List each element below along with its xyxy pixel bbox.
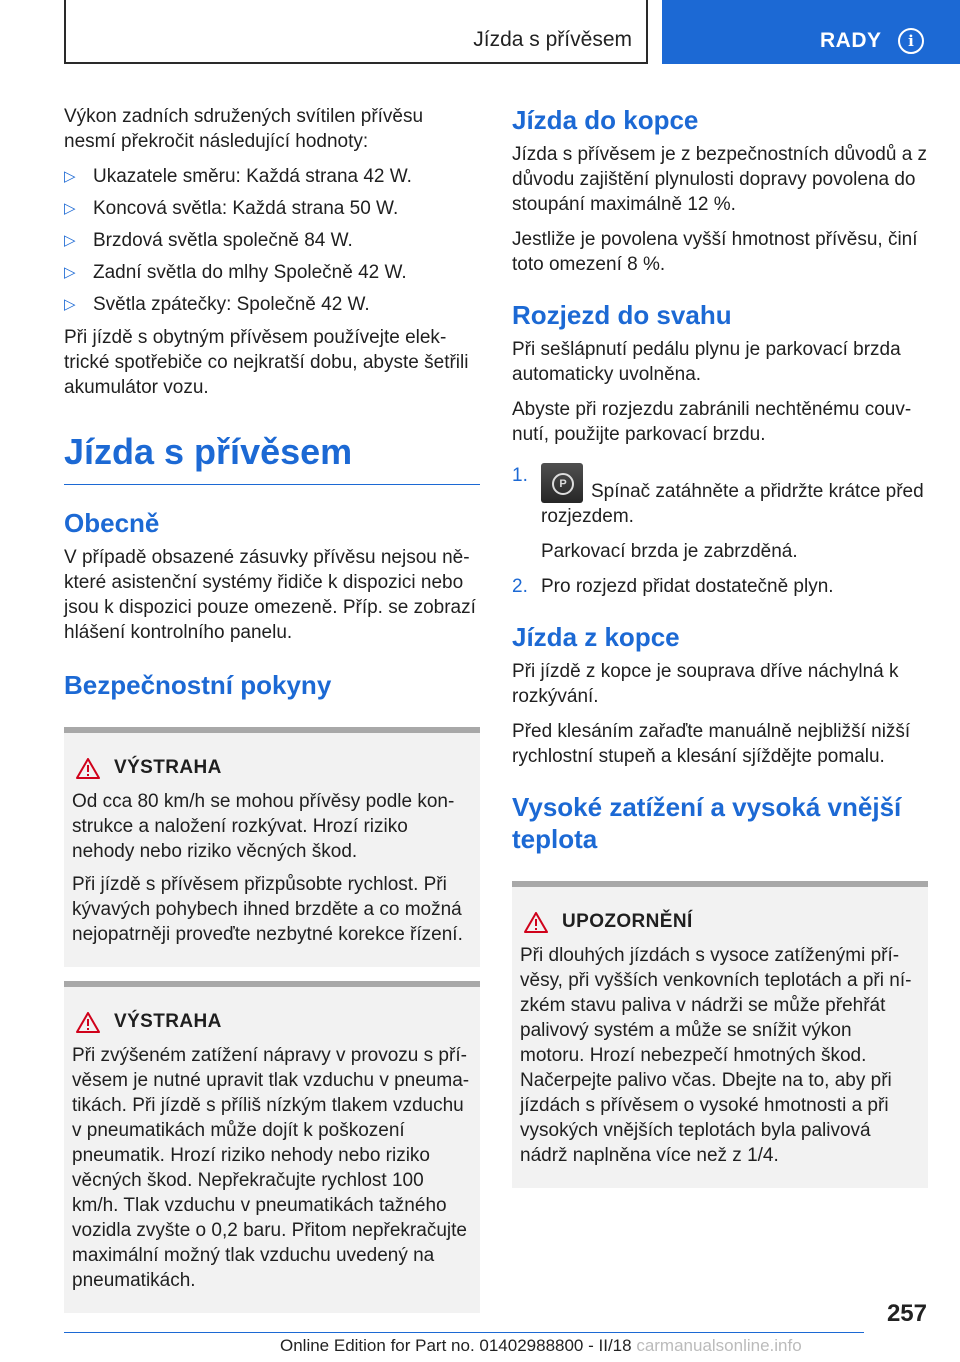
downhill-heading: Jízda z kopce — [512, 622, 680, 652]
list-item: 2. Pro rozjezd přidat dostatečně plyn. — [512, 576, 834, 597]
list-item: 1. P Spínač zatáhněte a přidržte krátce před rozjezdem. Parkovací brzda je zabrzděná. — [512, 463, 928, 564]
triangle-bullet-icon: ▷ — [64, 168, 76, 185]
list-item: ▷ Ukazatele směru: Každá strana 42 W. — [64, 166, 412, 187]
triangle-bullet-icon: ▷ — [64, 296, 76, 313]
header-title: Jízda s přívěsem — [473, 28, 632, 51]
step-subtext: Parkovací brzda je zabrzděná. — [541, 541, 798, 562]
page-number: 257 — [886, 1300, 927, 1327]
general-text: V případě obsazené zásuvky přívěsu nejsou některé asistenční systémy řidiče k dispozici nebo jsou k dispozici pouze omezeně. Příp. se zobrazí hlášení kontrolního panelu. — [64, 547, 476, 643]
slope-heading: Rozjezd do svahu — [512, 300, 732, 330]
footer-divider — [64, 1332, 864, 1333]
caution-title: UPOZORNĚNÍ — [562, 911, 693, 932]
load-heading: Vysoké zatížení a vysoká vnější teplota — [512, 792, 902, 854]
warning-text: Od cca 80 km/h se mohou přívěsy podle konstrukce a naložení rozkývat. Hrozí riziko nehody nebo riziko věcných škod. — [72, 791, 455, 862]
step-number: 2. — [512, 576, 528, 597]
downhill-text: Před klesáním zařaďte manuálně nejbližší nižší rychlostní stupeň a klesání sjíždějte pomalu. — [512, 721, 911, 767]
warning-box-1 — [64, 727, 480, 967]
watermark: carmanualsonline.info — [636, 1336, 802, 1355]
steps-list — [512, 463, 928, 599]
uphill-text: Jízda s přívěsem je z bezpečnostních důvodů a z důvodu zajištění plynulosti dopravy povolena do stoupání maximálně 12 %. — [512, 144, 928, 215]
list-item: ▷ Světla zpátečky: Společně 42 W. — [64, 294, 370, 315]
header-title-box — [64, 0, 648, 64]
warning-text: Při jízdě s přívěsem přizpůsobte rychlost. Při kývavých pohybech ihned brzděte a co možná nejopatrněji proveďte nezbytné korekce řízení. — [72, 874, 463, 945]
list-item: ▷ Zadní světla do mlhy Společně 42 W. — [64, 262, 407, 283]
warning-triangle-icon — [524, 912, 548, 933]
tip-text: Při jízdě s obytným přívěsem používejte elektrické spotřebiče co nejkratší dobu, abyste šetřili akumulátor vozu. — [64, 327, 469, 398]
downhill-text: Při jízdě z kopce je souprava dříve náchylná k rozkývání. — [512, 661, 899, 707]
intro-text: Výkon zadních sdružených svítilen přívěsu nesmí překročit následující hodnoty: — [64, 106, 424, 152]
list-item: ▷ Brzdová světla společně 84 W. — [64, 230, 353, 251]
triangle-bullet-icon: ▷ — [64, 200, 76, 217]
left-column — [64, 104, 480, 1313]
warning-text: Při zvýšeném zatížení nápravy v provozu s přívěsem je nutné upravit tlak vzduchu v pneumatikách. Při jízdě s příliš nízkým tlakem vzduchu v pneumatikách může dojít k poškození pneumatik. Hrozí riziko nehody nebo riziko věcných škod. Nepřekračujte rychlost 100 km/h. Tlak vzduchu v pneumatikách tažného vozidla zvyšte o 0,2 baru. Přitom nepřekračujte maximální možný tlak vzduchu uvedený na pneumatikách. — [72, 1045, 470, 1291]
section-title: Jízda s přívěsem — [64, 430, 480, 485]
uphill-heading: Jízda do kopce — [512, 105, 699, 135]
uphill-text: Jestliže je povolena vyšší hmotnost přívěsu, činí toto omezení 8 %. — [512, 229, 918, 275]
step-number: 1. — [512, 465, 528, 486]
slope-text: Abyste při rozjezdu zabránili nechtěnému couvnutí, použijte parkovací brzdu. — [512, 399, 912, 445]
triangle-bullet-icon: ▷ — [64, 232, 76, 249]
rady-label: RADY — [820, 29, 882, 52]
warning-box-2 — [64, 981, 480, 1313]
general-heading: Obecně — [64, 508, 160, 538]
triangle-bullet-icon: ▷ — [64, 264, 76, 281]
caution-text: Při dlouhých jízdách s vysoce zatíženými přívěsy, při vyšších venkovních teplotách a při nízkém stavu paliva v nádrži se může přehřát palivový systém a může se snížit výkon motoru. Hrozí nebezpečí hmotných škod. Načerpejte palivo včas. Dbejte na to, aby při jízdách s přívěsem o vysoké hmotnosti a při vysokých vnějších teplotách byla palivová nádrž naplněna více než z 1/4. — [520, 945, 912, 1166]
warning-title: VÝSTRAHA — [114, 1011, 222, 1032]
info-icon[interactable]: i — [898, 28, 924, 54]
warning-triangle-icon — [76, 1012, 100, 1033]
caution-box — [512, 881, 928, 1188]
rady-button[interactable] — [662, 0, 960, 64]
warning-triangle-icon — [76, 758, 100, 779]
wattage-list — [64, 164, 480, 317]
slope-text: Při sešlápnutí pedálu plynu je parkovací brzda automaticky uvolněna. — [512, 339, 901, 385]
footer-edition: Online Edition for Part no. 01402988800 - II/18 carmanualsonline.info — [280, 1336, 802, 1355]
warning-title: VÝSTRAHA — [114, 757, 222, 778]
list-item: ▷ Koncová světla: Každá strana 50 W. — [64, 198, 399, 219]
parking-brake-icon: P — [541, 463, 583, 503]
safety-heading: Bezpečnostní pokyny — [64, 670, 332, 700]
right-column — [512, 104, 928, 1188]
